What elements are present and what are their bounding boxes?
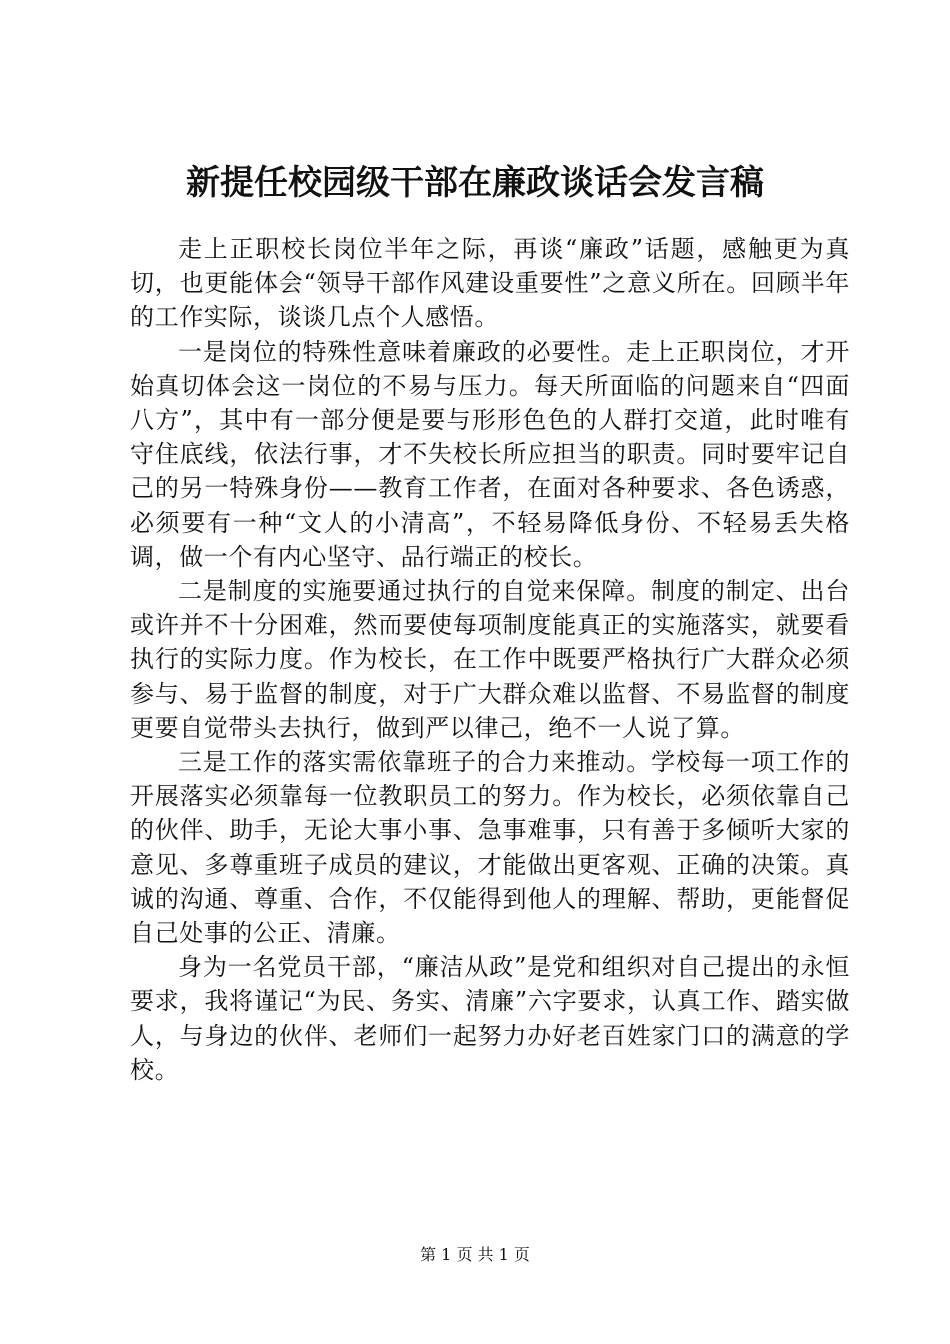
- paragraph-point-three: 三是工作的落实需依靠班子的合力来推动。学校每一项工作的开展落实必须靠每一位教职员工的努力。作为校长，必须依靠自己的伙伴、助手，无论大事小事、急事难事，只有善于多倾听大家的意见、多尊重班子成员的建议，才能做出更客观、正确的决策。真诚的沟通、尊重、合作，不仅能得到他人的理解、帮助，更能督促自己处事的公正、清廉。: [130, 748, 850, 948]
- document-body: [130, 232, 850, 1087]
- document-title: 新提任校园级干部在廉政谈话会发言稿: [186, 163, 764, 203]
- page-footer: 第 1 页 共 1 页: [420, 1245, 530, 1264]
- paragraph-conclusion: 身为一名党员干部，“廉洁从政”是党和组织对自己提出的永恒要求，我将谨记“为民、务实、清廉”六字要求，认真工作、踏实做人，与身边的伙伴、老师们一起努力办好老百姓家门口的满意的学校。: [130, 953, 850, 1084]
- paragraph-point-two: 二是制度的实施要通过执行的自觉来保障。制度的制定、出台或许并不十分困难，然而要使每项制度能真正的实施落实，就要看执行的实际力度。作为校长，在工作中既要严格执行广大群众必须参与、易于监督的制度，对于广大群众难以监督、不易监督的制度更要自觉带头去执行，做到严以律己，绝不一人说了算。: [130, 577, 850, 742]
- paragraph-point-one: 一是岗位的特殊性意味着廉政的必要性。走上正职岗位，才开始真切体会这一岗位的不易与压力。每天所面临的问题来自“四面八方”，其中有一部分便是要与形形色色的人群打交道，此时唯有守住底线，依法行事，才不失校长所应担当的职责。同时要牢记自己的另一特殊身份——教育工作者，在面对各种要求、各色诱惑，必须要有一种“文人的小清高”，不轻易降低身份、不轻易丢失格调，做一个有内心坚守、品行端正的校长。: [130, 337, 850, 571]
- paragraph-intro: 走上正职校长岗位半年之际，再谈“廉政”话题，感触更为真切，也更能体会“领导干部作风建设重要性”之意义所在。回顾半年的工作实际，谈谈几点个人感悟。: [130, 235, 850, 332]
